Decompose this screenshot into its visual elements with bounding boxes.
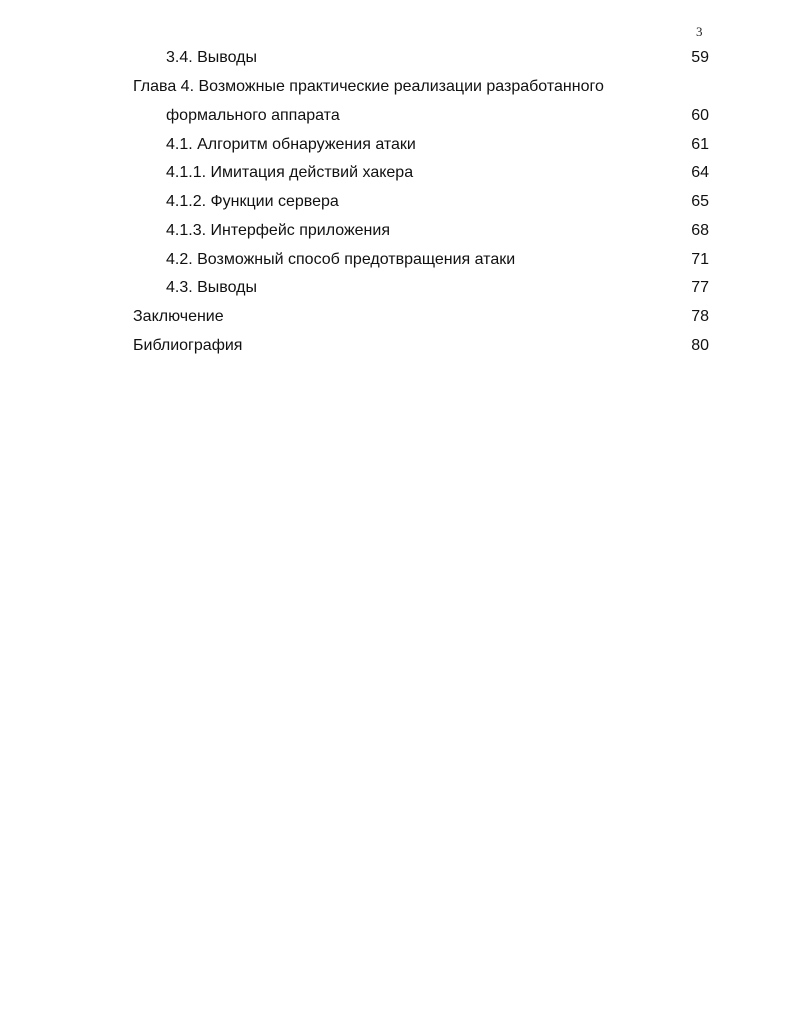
toc-entry-chapter-4 bbox=[0, 75, 799, 99]
toc-entry-page: 71 bbox=[691, 251, 709, 268]
toc-entry-4-2 bbox=[0, 248, 799, 272]
toc-entry-4-3 bbox=[0, 276, 799, 300]
toc-entry-conclusion bbox=[0, 305, 799, 329]
toc-entry-title: 4.3. Выводы bbox=[166, 279, 258, 296]
toc-entry-page: 65 bbox=[691, 193, 709, 210]
toc-entry-4-1 bbox=[0, 133, 799, 157]
toc-entry-page: 59 bbox=[691, 49, 709, 66]
toc-entry-title: Глава 4. Возможные практические реализации разработанного bbox=[133, 78, 604, 95]
toc-entry-chapter-4-cont bbox=[0, 104, 799, 128]
toc-entry-4-1-2 bbox=[0, 190, 799, 214]
toc-entry-page: 78 bbox=[691, 308, 709, 325]
toc-entry-bibliography bbox=[0, 334, 799, 358]
toc-entry-title: 3.4. Выводы bbox=[166, 49, 258, 66]
toc-entry-3-4 bbox=[0, 46, 799, 70]
toc-entry-page: 64 bbox=[691, 164, 709, 181]
toc-entry-page: 77 bbox=[691, 279, 709, 296]
toc-entry-page: 80 bbox=[691, 337, 709, 354]
toc-entry-title: 4.1. Алгоритм обнаружения атаки bbox=[166, 136, 416, 153]
toc-entry-page: 68 bbox=[691, 222, 709, 239]
toc-entry-title: 4.1.3. Интерфейс приложения bbox=[166, 222, 390, 239]
page-number: 3 bbox=[696, 24, 703, 39]
toc-entry-4-1-3 bbox=[0, 219, 799, 243]
toc-entry-title: Библиография bbox=[133, 337, 243, 354]
toc-entry-title: формального аппарата bbox=[166, 107, 340, 124]
toc-entry-title: 4.1.1. Имитация действий хакера bbox=[166, 164, 414, 181]
toc-entry-title: Заключение bbox=[133, 308, 224, 325]
toc-entry-page: 60 bbox=[691, 107, 709, 124]
toc-entry-4-1-1 bbox=[0, 161, 799, 185]
toc-entry-title: 4.2. Возможный способ предотвращения атаки bbox=[166, 251, 516, 268]
toc-entry-title: 4.1.2. Функции сервера bbox=[166, 193, 339, 210]
toc-entry-page: 61 bbox=[691, 136, 709, 153]
